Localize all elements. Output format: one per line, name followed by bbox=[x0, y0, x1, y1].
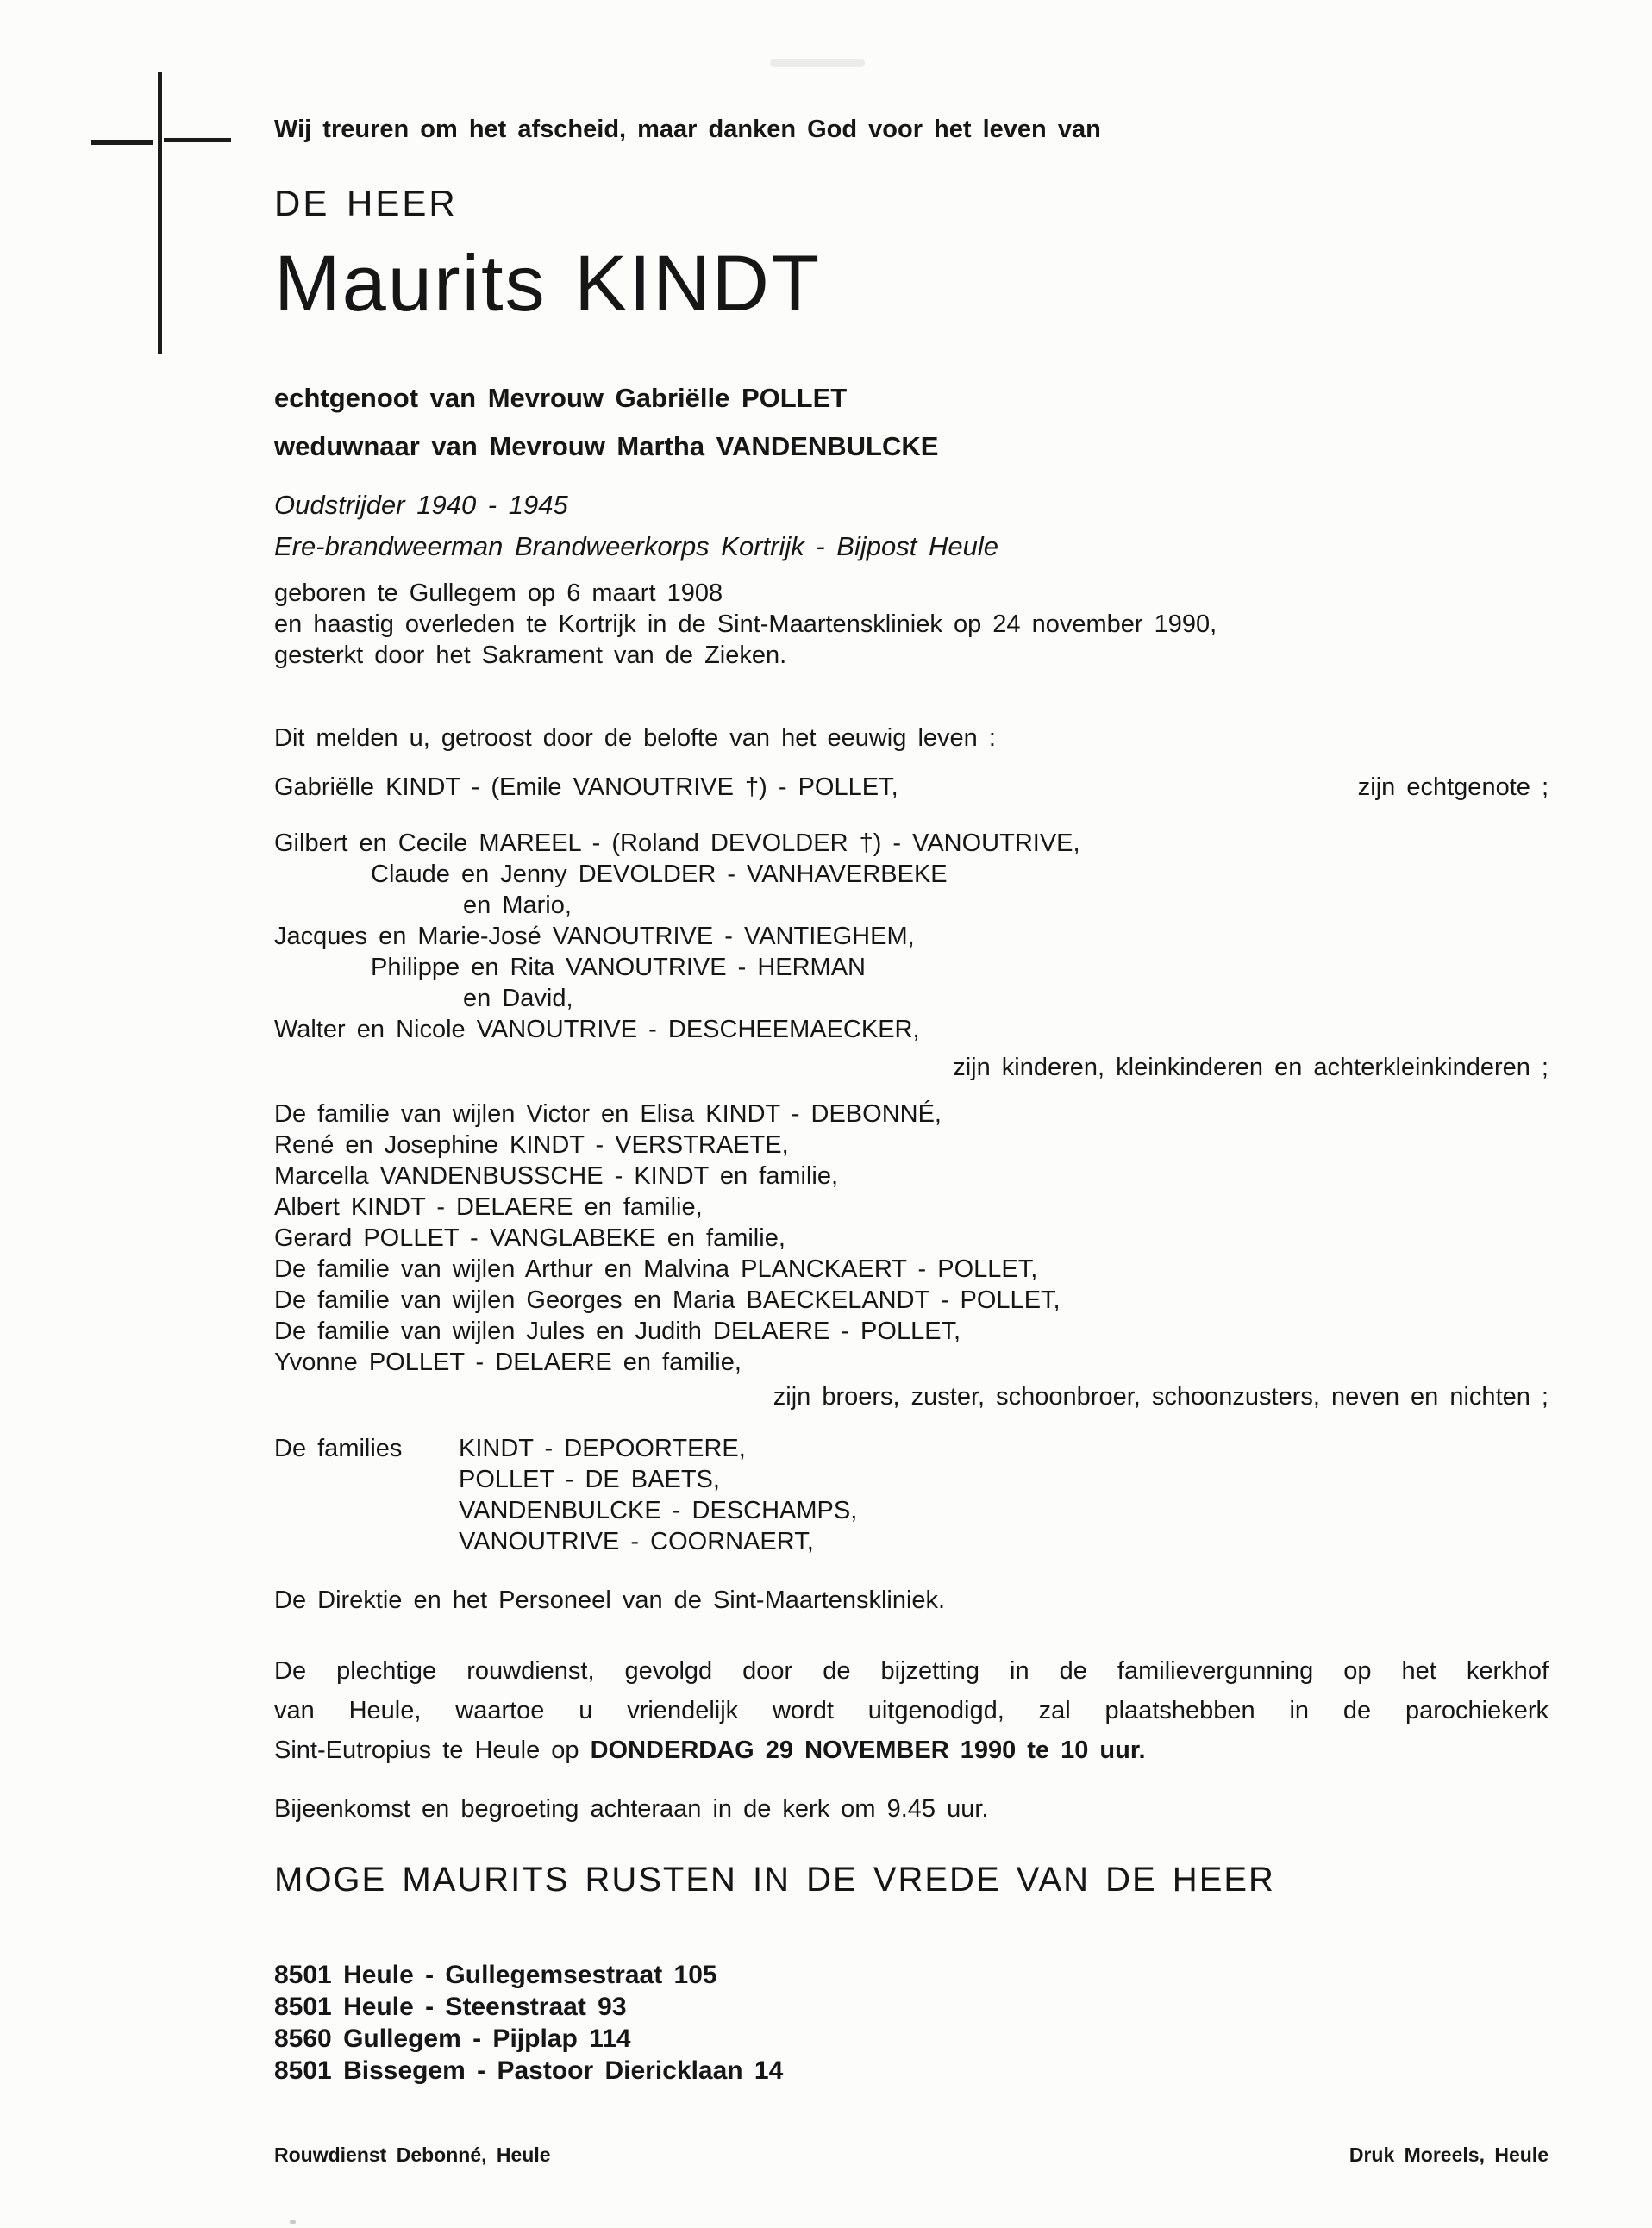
service-line: van Heule, waartoe u vriendelijk wordt uitgenodigd, zal plaatshebben in de parochiekerk bbox=[274, 1697, 1549, 1724]
extended-family-list bbox=[274, 1098, 1549, 1378]
families-first-line bbox=[274, 1433, 1549, 1464]
family-name: VANDENBULCKE - DESCHAMPS, bbox=[459, 1497, 858, 1524]
address-line: 8560 Gullegem - Pijplap 114 bbox=[274, 2025, 631, 2053]
service-line: De plechtige rouwdienst, gevolgd door de bijzetting in de familievergunning op het kerkhof bbox=[274, 1657, 1549, 1685]
family-name: VANOUTRIVE - COORNAERT, bbox=[459, 1528, 814, 1555]
announcement-intro: Dit melden u, getroost door de belofte van het eeuwig leven : bbox=[274, 724, 996, 752]
family-line: Jacques en Marie-José VANOUTRIVE - VANTIEGHEM, bbox=[274, 923, 915, 950]
service-date-prefix: Sint-Eutropius te Heule op bbox=[274, 1737, 591, 1764]
cross-horizontal-bar-left bbox=[91, 140, 153, 145]
extended-family-role: zijn broers, zuster, schoonbroer, schoonzusters, neven en nichten ; bbox=[773, 1383, 1549, 1411]
honor-line: Ere-brandweerman Brandweerkorps Kortrijk - Bijpost Heule bbox=[274, 531, 998, 561]
family-line: Gerard POLLET - VANGLABEKE en familie, bbox=[274, 1224, 785, 1252]
children-role: zijn kinderen, kleinkinderen en achterkleinkinderen ; bbox=[953, 1054, 1549, 1081]
funeral-service-credit: Rouwdienst Debonné, Heule bbox=[274, 2144, 551, 2166]
spouse-entry bbox=[274, 772, 1549, 803]
family-line: René en Josephine KINDT - VERSTRAETE, bbox=[274, 1131, 789, 1159]
family-name: KINDT - DEPOORTERE, bbox=[459, 1435, 746, 1462]
sacrament-line: gesterkt door het Sakrament van de Zieken. bbox=[274, 641, 787, 669]
family-line: De familie van wijlen Georges en Maria BAECKELANDT - POLLET, bbox=[274, 1286, 1061, 1314]
salutation: DE HEER bbox=[274, 183, 458, 223]
life-dates-block bbox=[274, 578, 1549, 671]
families-block bbox=[274, 1433, 1549, 1557]
honors-block bbox=[274, 485, 1549, 567]
service-line bbox=[274, 1730, 1549, 1770]
family-line: De familie van wijlen Arthur en Malvina PLANCKAERT - POLLET, bbox=[274, 1255, 1038, 1283]
family-line: Yvonne POLLET - DELAERE en familie, bbox=[274, 1349, 742, 1376]
family-line: Walter en Nicole VANOUTRIVE - DESCHEEMAECKER, bbox=[274, 1016, 920, 1043]
family-line: Gilbert en Cecile MAREEL - (Roland DEVOLDER †) - VANOUTRIVE, bbox=[274, 829, 1080, 857]
cross-vertical-bar bbox=[158, 72, 162, 354]
family-name: POLLET - DE BAETS, bbox=[459, 1466, 720, 1493]
birth-line: geboren te Gullegem op 6 maart 1908 bbox=[274, 579, 723, 607]
family-line: Claude en Jenny DEVOLDER - VANHAVERBEKE bbox=[371, 861, 948, 888]
spouse-name: Gabriëlle KINDT - (Emile VANOUTRIVE †) - POLLET, bbox=[274, 773, 898, 801]
address-line: 8501 Bissegem - Pastoor Diericklaan 14 bbox=[274, 2056, 784, 2085]
address-line: 8501 Heule - Gullegemsestraat 105 bbox=[274, 1961, 717, 1989]
spouse-role: zijn echtgenote ; bbox=[1357, 773, 1549, 801]
honor-line: Oudstrijder 1940 - 1945 bbox=[274, 490, 568, 520]
relations-block bbox=[274, 374, 1549, 471]
family-line: en David, bbox=[463, 985, 573, 1012]
scan-dot bbox=[290, 2220, 296, 2224]
institution-line: De Direktie en het Personeel van de Sint-Maartenskliniek. bbox=[274, 1587, 946, 1614]
death-line: en haastig overleden te Kortrijk in de Sint-Maartenskliniek op 24 november 1990, bbox=[274, 610, 1217, 638]
addresses-block bbox=[274, 1959, 1549, 2087]
footer bbox=[274, 2142, 1549, 2168]
family-line: Philippe en Rita VANOUTRIVE - HERMAN bbox=[371, 954, 867, 981]
family-line: Marcella VANDENBUSSCHE - KINDT en familie, bbox=[274, 1162, 839, 1190]
cross-horizontal-bar-right bbox=[164, 138, 231, 142]
family-line: Albert KINDT - DELAERE en familie, bbox=[274, 1193, 703, 1221]
relation-line: weduwnaar van Mevrouw Martha VANDENBULCKE bbox=[274, 431, 939, 461]
card-content bbox=[274, 0, 1549, 2168]
address-line: 8501 Heule - Steenstraat 93 bbox=[274, 1993, 627, 2021]
relation-line: echtgenoot van Mevrouw Gabriëlle POLLET bbox=[274, 383, 848, 413]
blessing-line: MOGE MAURITS RUSTEN IN DE VREDE VAN DE HEER bbox=[274, 1861, 1275, 1899]
deceased-name: Maurits KINDT bbox=[274, 240, 822, 328]
printer-credit: Druk Moreels, Heule bbox=[1349, 2144, 1549, 2166]
family-line: De familie van wijlen Jules en Judith DELAERE - POLLET, bbox=[274, 1317, 961, 1345]
service-date: DONDERDAG 29 NOVEMBER 1990 te 10 uur. bbox=[590, 1737, 1146, 1764]
service-paragraph bbox=[274, 1651, 1549, 1770]
gathering-line: Bijeenkomst en begroeting achteraan in de kerk om 9.45 uur. bbox=[274, 1795, 989, 1823]
children-list bbox=[274, 828, 1549, 1045]
family-line: en Mario, bbox=[463, 892, 572, 919]
family-line: De familie van wijlen Victor en Elisa KINDT - DEBONNÉ, bbox=[274, 1100, 942, 1128]
intro-line: Wij treuren om het afscheid, maar danken God voor het leven van bbox=[274, 116, 1101, 143]
families-label: De families bbox=[274, 1435, 403, 1462]
